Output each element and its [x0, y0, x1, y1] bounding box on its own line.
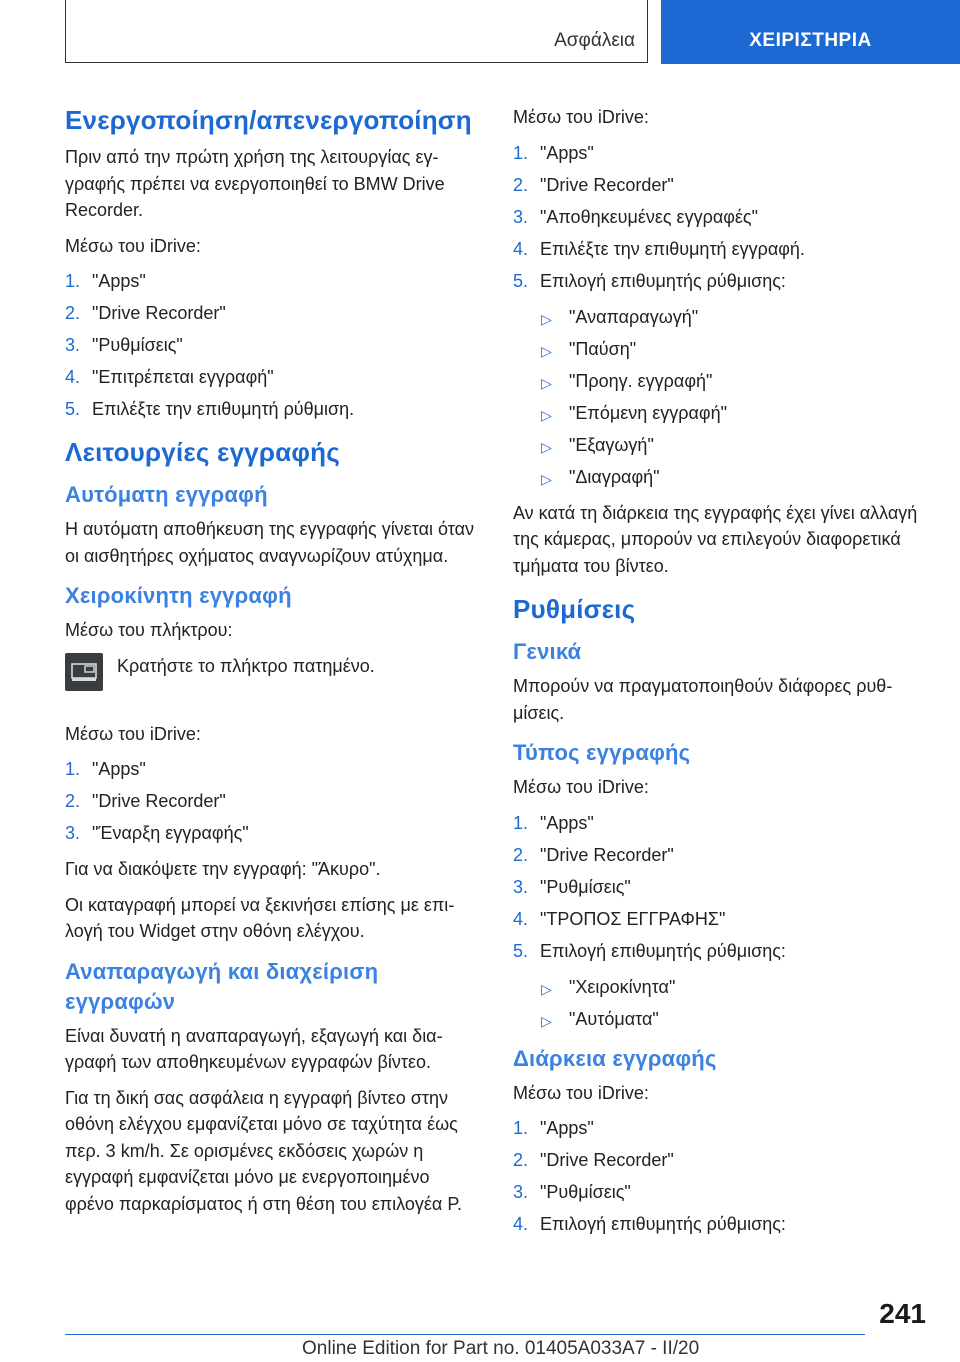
via-idrive-label: Μέσω του iDrive:	[65, 235, 201, 256]
triangle-right-icon: ▷	[541, 310, 552, 327]
sub-list-item: ▷ "Εξαγωγή"	[513, 432, 927, 458]
footer-divider	[65, 1334, 865, 1335]
left-column	[65, 104, 479, 1226]
triangle-right-icon: ▷	[541, 438, 552, 455]
paragraph-activation: Πριν από την πρώτη χρήση της λειτουργίας εγγραφής πρέπει να ενεργοποιηθεί το BMW Drive Recorder.	[65, 147, 445, 220]
heading-type: Τύπος εγγραφής	[513, 740, 691, 765]
header-section-box	[65, 0, 648, 63]
paragraph-camera: Αν κατά τη διάρκεια της εγγραφής έχει γίνει αλλαγή της κάμερας, μπορούν να επιλεγούν διαφορετικά τμήματα του βίντεο.	[513, 502, 918, 576]
sub-list-item: ▷ "Χειροκίνητα"	[513, 974, 927, 1000]
list-item: 3. "Αποθηκευμένες εγγραφές"	[513, 206, 758, 227]
list-item: 4. Επιλογή επιθυμητής ρύθμισης:	[513, 1214, 786, 1234]
list-item: 2. "Drive Recorder"	[513, 844, 674, 865]
steps-playback	[513, 140, 927, 294]
paragraph-safety: Για τη δική σας ασφάλεια η εγγραφή βίντεο στην οθόνη ελέγχου εμφανίζεται μόνο σε ταχύτητα έως περ. 3 km/h. Σε ορισμένες εκδόσεις χωρών η εγγραφή εμφανίζεται μόνο με ενεργοποιημένο φρένο παρκαρίσματος ή στη θέση του επιλογέα P.	[65, 1087, 463, 1214]
steps-manual	[65, 756, 479, 846]
heading-general: Γενικά	[513, 639, 582, 664]
list-item: 3. "Ρυθμίσεις"	[513, 876, 631, 897]
list-item: 1. "Apps"	[513, 812, 594, 833]
type-options	[513, 974, 927, 1032]
sub-list-item: ▷ "Αυτόματα"	[513, 1006, 927, 1032]
list-item: 1. "Apps"	[65, 759, 146, 779]
list-item: 3. "Έναρξη εγγραφής"	[65, 823, 249, 843]
list-item: 4. "Επιτρέπεται εγγραφή"	[65, 367, 274, 387]
list-item: 4. Επιλέξτε την επιθυμητή εγγραφή.	[513, 238, 805, 259]
sub-list-item: ▷ "Παύση"	[513, 336, 927, 362]
triangle-right-icon: ▷	[541, 374, 552, 391]
sub-list-item: ▷ "Διαγραφή"	[513, 464, 927, 490]
via-idrive-label: Μέσω του iDrive:	[513, 1082, 649, 1103]
camera-record-button-icon	[65, 653, 103, 691]
list-item: 3. "Ρυθμίσεις"	[65, 335, 183, 355]
list-item: 1. "Apps"	[513, 1118, 594, 1138]
list-item: 2. "Drive Recorder"	[65, 791, 226, 811]
triangle-right-icon: ▷	[541, 470, 552, 487]
button-instruction	[65, 653, 479, 709]
heading-duration: Διάρκεια εγγραφής	[513, 1045, 717, 1071]
sub-list-item: ▷ "Επόμενη εγγραφή"	[513, 400, 927, 426]
via-idrive-label: Μέσω του iDrive:	[513, 107, 649, 127]
page-number: 241	[879, 1298, 926, 1329]
button-instruction-text: Κρατήστε το πλήκτρο πατημένο.	[117, 655, 375, 676]
paragraph-playback: Είναι δυνατή η αναπαραγωγή, εξαγωγή και διαγραφή των αποθηκευμένων εγγραφών βίντεο.	[65, 1025, 443, 1072]
steps-duration	[513, 1115, 927, 1237]
playback-options	[513, 304, 927, 490]
header-chapter-tab	[661, 0, 960, 64]
via-button-label: Μέσω του πλήκτρου:	[65, 620, 233, 640]
heading-auto: Αυτόματη εγγραφή	[65, 482, 268, 507]
list-item: 4. "ΤΡΟΠΟΣ ΕΓΓΡΑΦΗΣ"	[513, 908, 726, 929]
list-item: 1. "Apps"	[513, 142, 594, 163]
list-item: 2. "Drive Recorder"	[513, 174, 674, 195]
heading-playback: Αναπαραγωγή και διαχείριση εγγραφών	[65, 958, 379, 1014]
list-item: 1. "Apps"	[65, 271, 146, 291]
right-column	[513, 104, 927, 1247]
heading-settings: Ρυθμίσεις	[513, 594, 636, 624]
paragraph-cancel: Για να διακόψετε την εγγραφή: "Άκυρο".	[65, 859, 381, 879]
triangle-right-icon: ▷	[541, 406, 552, 423]
list-item: 5. Επιλέξτε την επιθυμητή ρύθμιση.	[65, 399, 355, 419]
sub-list-item: ▷ "Αναπαραγωγή"	[513, 304, 927, 330]
paragraph-widget: Οι καταγραφή μπορεί να ξεκινήσει επίσης με επιλογή του Widget στην οθόνη ελέγχου.	[65, 894, 455, 941]
footer-edition: Online Edition for Part no. 01405A033A7 - II/20	[302, 1338, 700, 1359]
paragraph-general: Μπορούν να πραγματοποιηθούν διάφορες ρυθμίσεις.	[513, 676, 893, 723]
header-chapter-label: ΧΕΙΡΙΣΤΗΡΙΑ	[749, 30, 872, 51]
list-item: 5. Επιλογή επιθυμητής ρύθμισης:	[513, 940, 786, 961]
heading-functions: Λειτουργίες εγγραφής	[65, 437, 340, 467]
list-item: 5. Επιλογή επιθυμητής ρύθμισης:	[513, 270, 786, 291]
triangle-right-icon: ▷	[541, 342, 552, 359]
steps-activation	[65, 268, 479, 422]
via-idrive-label: Μέσω του iDrive:	[513, 777, 649, 797]
heading-activation: Ενεργοποίηση/απενεργοποίηση	[65, 105, 472, 135]
via-idrive-label: Μέσω του iDrive:	[65, 723, 201, 744]
list-item: 3. "Ρυθμίσεις"	[513, 1182, 631, 1202]
list-item: 2. "Drive Recorder"	[65, 303, 226, 323]
triangle-right-icon: ▷	[541, 1012, 552, 1029]
paragraph-auto: Η αυτόματη αποθήκευση της εγγραφής γίνεται όταν οι αισθητήρες οχήματος αναγνωρίζουν ατύχημα.	[65, 519, 474, 566]
list-item: 2. "Drive Recorder"	[513, 1150, 674, 1170]
header-section-label: Ασφάλεια	[554, 30, 635, 51]
heading-manual: Χειροκίνητη εγγραφή	[65, 583, 292, 608]
sub-list-item: ▷ "Προηγ. εγγραφή"	[513, 368, 927, 394]
triangle-right-icon: ▷	[541, 980, 552, 997]
steps-type	[513, 810, 927, 964]
